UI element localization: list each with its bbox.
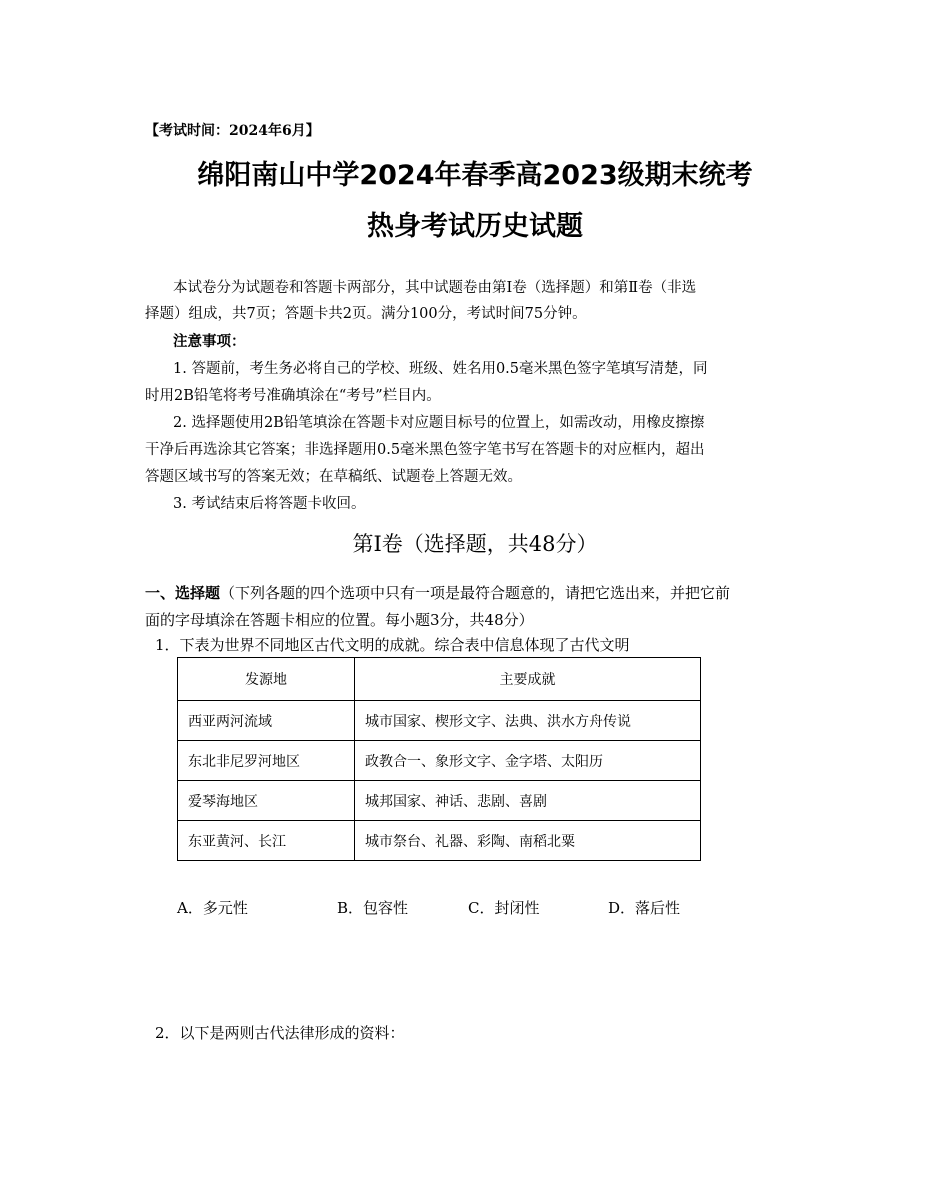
table-row bbox=[178, 741, 701, 781]
part-label: 一、选择题 bbox=[145, 584, 221, 602]
table-cell-origin: 东北非尼罗河地区 bbox=[178, 741, 355, 781]
table-cell-achievements: 城市国家、楔形文字、法典、洪水方舟传说 bbox=[355, 701, 701, 741]
table-header-row bbox=[178, 658, 701, 701]
table-header-achievements: 主要成就 bbox=[355, 658, 701, 701]
option-c: C．封闭性 bbox=[468, 899, 540, 917]
part-instructions bbox=[145, 582, 730, 603]
notice-item-3: 3. 考试结束后将答题卡收回。 bbox=[173, 496, 366, 512]
notice-item-1-cont: 时用2B铅笔将考号准确填涂在“考号”栏目内。 bbox=[145, 388, 441, 404]
civilization-table bbox=[177, 657, 701, 861]
intro-line: 择题）组成，共7页；答题卡共2页。满分100分，考试时间75分钟。 bbox=[145, 306, 587, 322]
option-a: A．多元性 bbox=[177, 899, 248, 917]
exam-time: 【考试时间：2024年6月】 bbox=[145, 123, 320, 139]
table-cell-origin: 爱琴海地区 bbox=[178, 781, 355, 821]
part-desc-cont: 面的字母填涂在答题卡相应的位置。每小题3分，共48分） bbox=[145, 611, 534, 629]
option-b: B．包容性 bbox=[337, 899, 409, 917]
table-row bbox=[178, 781, 701, 821]
intro-line: 本试卷分为试题卷和答题卡两部分，其中试题卷由第Ⅰ卷（选择题）和第Ⅱ卷（非选 bbox=[173, 280, 697, 296]
notice-item-1: 1. 答题前，考生务必将自己的学校、班级、姓名用0.5毫米黑色签字笔填写清楚，同 bbox=[173, 361, 708, 377]
table-cell-origin: 西亚两河流域 bbox=[178, 701, 355, 741]
table-row bbox=[178, 701, 701, 741]
table-cell-achievements: 政教合一、象形文字、金字塔、太阳历 bbox=[355, 741, 701, 781]
table-cell-achievements: 城邦国家、神话、悲剧、喜剧 bbox=[355, 781, 701, 821]
exam-title: 绵阳南山中学2024年春季高2023级期末统考 bbox=[197, 160, 753, 191]
section-title: 第Ⅰ卷（选择题，共48分） bbox=[352, 532, 598, 556]
notice-heading: 注意事项： bbox=[173, 333, 246, 350]
notice-item-2: 2. 选择题使用2B铅笔填涂在答题卡对应题目标号的位置上，如需改动，用橡皮擦擦 bbox=[173, 415, 705, 431]
part-desc: （下列各题的四个选项中只有一项是最符合题意的，请把它选出来，并把它前 bbox=[220, 584, 731, 602]
option-d: D．落后性 bbox=[608, 899, 681, 917]
table-cell-achievements: 城市祭台、礼器、彩陶、南稻北粟 bbox=[355, 821, 701, 861]
table-header-origin: 发源地 bbox=[178, 658, 355, 701]
table-row bbox=[178, 821, 701, 861]
exam-subtitle: 热身考试历史试题 bbox=[367, 211, 583, 242]
question-2-stem: 2．以下是两则古代法律形成的资料： bbox=[155, 1024, 405, 1042]
notice-item-2-cont: 答题区域书写的答案无效；在草稿纸、试题卷上答题无效。 bbox=[145, 469, 522, 485]
question-1-stem: 1．下表为世界不同地区古代文明的成就。综合表中信息体现了古代文明 bbox=[155, 636, 630, 654]
table-cell-origin: 东亚黄河、长江 bbox=[178, 821, 355, 861]
notice-item-2-cont: 干净后再选涂其它答案；非选择题用0.5毫米黑色签字笔书写在答题卡的对应框内，超出 bbox=[145, 442, 705, 458]
